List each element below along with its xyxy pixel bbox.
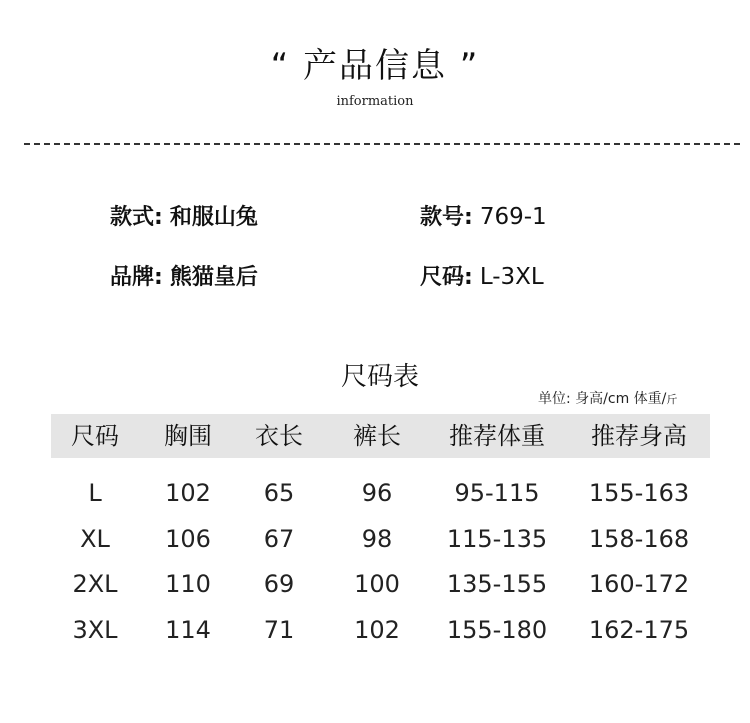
unit-note-text: 单位: 身高/cm 体重/ <box>538 391 667 407</box>
info-brand <box>110 260 258 291</box>
size-table-title: 尺码表 <box>340 362 419 392</box>
table-cell: 160-172 <box>588 570 690 598</box>
column-header-pants-length: 裤长 <box>353 422 401 450</box>
table-cell: 155-180 <box>446 616 548 644</box>
info-model <box>420 200 547 231</box>
table-cell: 158-168 <box>588 525 690 553</box>
dashed-divider <box>24 143 740 145</box>
info-size-label: 尺码: <box>420 265 473 290</box>
table-cell: 67 <box>263 525 295 553</box>
table-cell: XL <box>80 525 110 553</box>
table-cell: 106 <box>165 525 211 553</box>
table-cell: 71 <box>263 616 295 644</box>
table-cell: 98 <box>361 525 393 553</box>
info-style-label: 款式: <box>110 205 163 230</box>
table-cell: 69 <box>263 570 295 598</box>
info-model-value: 769-1 <box>479 204 547 230</box>
table-cell: 162-175 <box>588 616 690 644</box>
table-cell: L <box>88 479 102 507</box>
table-cell: 65 <box>263 479 295 507</box>
info-size <box>420 260 544 291</box>
column-header-weight: 推荐体重 <box>449 422 545 450</box>
info-model-label: 款号: <box>420 205 473 230</box>
table-cell: 155-163 <box>588 479 690 507</box>
column-header-length: 衣长 <box>255 422 303 450</box>
page-subtitle: information <box>336 94 414 109</box>
table-cell: 95-115 <box>454 479 540 507</box>
table-cell: 114 <box>165 616 211 644</box>
info-style <box>110 200 258 231</box>
table-cell: 100 <box>354 570 400 598</box>
unit-note <box>538 388 677 408</box>
info-brand-value: 熊猫皇后 <box>169 265 258 290</box>
info-size-value: L-3XL <box>479 264 544 290</box>
table-cell: 96 <box>361 479 393 507</box>
column-header-height: 推荐身高 <box>591 422 687 450</box>
info-style-value: 和服山兔 <box>169 205 258 230</box>
table-cell: 110 <box>165 570 211 598</box>
table-cell: 135-155 <box>446 570 548 598</box>
page-title: “ 产品信息 ” <box>270 46 480 86</box>
table-cell: 102 <box>165 479 211 507</box>
table-cell: 2XL <box>72 570 118 598</box>
column-header-chest: 胸围 <box>164 422 212 450</box>
table-cell: 102 <box>354 616 400 644</box>
column-header-size: 尺码 <box>71 422 119 450</box>
unit-note-small: 斤 <box>666 393 678 406</box>
table-cell: 115-135 <box>446 525 548 553</box>
page-title-wrap <box>0 38 750 94</box>
table-cell: 3XL <box>72 616 118 644</box>
info-brand-label: 品牌: <box>110 265 163 290</box>
